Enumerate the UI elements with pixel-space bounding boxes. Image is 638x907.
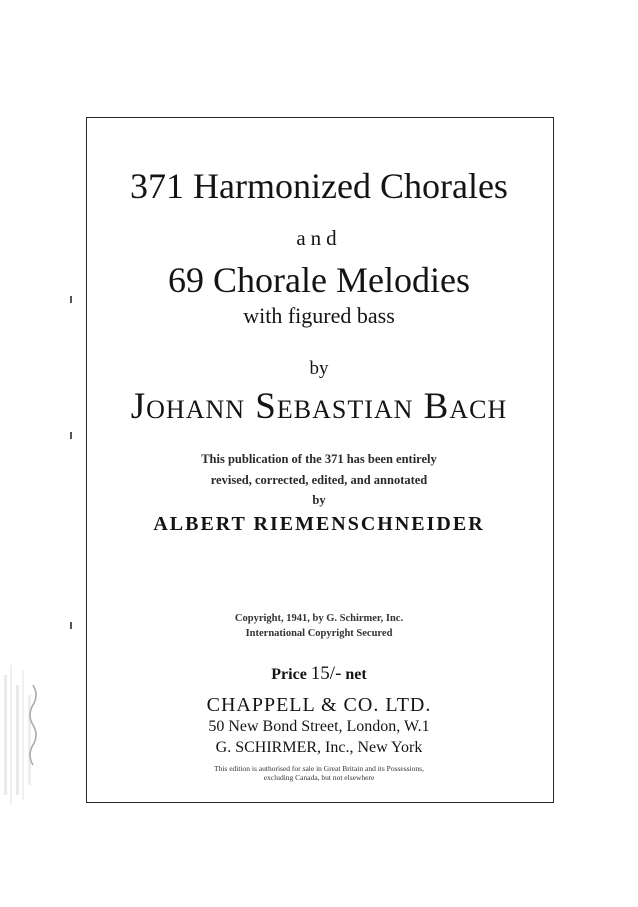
title-line-2: 69 Chorale Melodies xyxy=(168,260,470,300)
title-conjunction: and xyxy=(296,226,342,250)
title-line-1: 371 Harmonized Chorales xyxy=(130,166,508,206)
edition-note-line-2: revised, corrected, edited, and annotated xyxy=(210,473,428,487)
margin-mark xyxy=(70,296,72,303)
margin-mark xyxy=(70,622,72,629)
copyright-line-1: Copyright, 1941, by G. Schirmer, Inc. xyxy=(234,613,404,624)
copyright-line-2: International Copyright Secured xyxy=(245,628,393,639)
editor-by: by xyxy=(312,493,326,507)
footnote-line-1: This edition is authorised for sale in Great Britain and its Possessions, xyxy=(214,764,424,773)
title-line-3: with figured bass xyxy=(243,303,395,328)
editor-name: ALBERT RIEMENSCHNEIDER xyxy=(153,513,485,535)
library-stamp-image xyxy=(0,655,40,825)
edition-note-line-1: This publication of the 371 has been entirely xyxy=(201,452,437,466)
footnote-line-2: excluding Canada, but not elsewhere xyxy=(263,773,375,782)
price-amount: 15/- xyxy=(310,663,342,684)
publisher-name: CHAPPELL & CO. LTD. xyxy=(206,694,432,716)
composer-by: by xyxy=(309,358,329,379)
price-label: Price xyxy=(271,666,307,683)
price-suffix: net xyxy=(345,666,367,683)
price-line xyxy=(0,664,638,685)
publisher-address: 50 New Bond Street, London, W.1 xyxy=(208,718,430,735)
composer-name: Johann Sebastian Bach xyxy=(130,386,508,427)
margin-mark xyxy=(70,432,72,439)
copublisher: G. SCHIRMER, Inc., New York xyxy=(215,739,423,756)
